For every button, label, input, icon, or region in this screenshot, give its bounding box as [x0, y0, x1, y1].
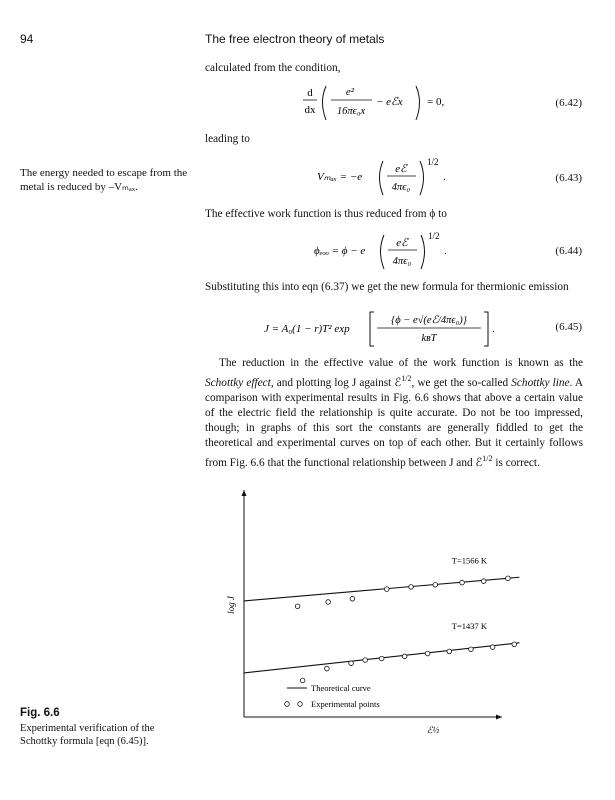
p5-part3: , we get the so-called [411, 376, 512, 389]
eq642-rhs: = 0, [427, 96, 445, 108]
eq642-number: (6.42) [555, 97, 582, 109]
eq643-lhs: Vₘₐₓ = −e [317, 171, 363, 183]
eq643-right-paren [420, 161, 424, 195]
y-axis-label: log J [226, 596, 236, 614]
eq644-power: 1/2 [428, 231, 440, 241]
eq644-lhs: ϕₑₒₒ = ϕ − e [314, 245, 366, 257]
data-point-series-0-7 [481, 579, 486, 584]
paragraph-leading-to: leading to [205, 133, 250, 145]
eq645-den: kʙT [421, 333, 437, 344]
eq645-left-bracket [370, 312, 374, 346]
eq645-right-bracket [484, 312, 488, 346]
data-point-series-0-1 [326, 600, 331, 605]
x-axis-arrow [496, 715, 502, 720]
eq645-lhs: J = A₀(1 − r)T² exp [264, 323, 350, 335]
data-point-series-1-1 [325, 666, 330, 671]
figure-label: Fig. 6.6 [20, 707, 60, 719]
data-point-series-0-2 [350, 596, 355, 601]
eq642-dx: dx [304, 104, 316, 116]
paragraph-condition: calculated from the condition, [205, 62, 341, 74]
data-point-series-1-3 [363, 658, 368, 663]
data-point-series-1-2 [349, 661, 354, 666]
data-point-series-1-6 [425, 651, 430, 656]
data-point-series-1-8 [469, 647, 474, 652]
eq645-num: {ϕ − e√(eℰ/4πϵ₀)} [391, 315, 467, 326]
x-axis-label: ℰ½ [427, 725, 440, 735]
eq644-number: (6.44) [555, 245, 582, 257]
data-point-series-1-10 [512, 642, 517, 647]
p5-part4: . A comparison with experimental results in Fig. 6.6 shows that above a certain value of the electric field the relationship is quite accurate. Do not be too impressed, though; in graphs of this sort the constants are generally fiddled to get the theoretical and experimental curves on top of each other. But it certainly follows from Fig. 6.6 that the functional relationship between J and ℰ [205, 376, 584, 469]
equation-6-42 [300, 80, 500, 126]
p5-part5: is correct. [492, 456, 540, 469]
data-point-series-0-5 [433, 582, 438, 587]
eq642-left-paren [323, 86, 327, 120]
eq643-num: eℰ [395, 163, 407, 175]
eq642-num: e² [345, 86, 355, 98]
figure-6-6 [220, 480, 520, 765]
data-point-series-0-0 [295, 604, 300, 609]
data-point-series-1-5 [402, 654, 407, 659]
series-label-1: T=1437 K [451, 620, 487, 631]
p5-sup1: 1/2 [401, 374, 412, 383]
p5-part1: The reduction in the effective value of the work function is known as the [219, 357, 583, 369]
paragraph-schottky-effect [205, 356, 583, 471]
p5-em-schottky-line: Schottky line [511, 376, 570, 389]
eq643-left-paren [380, 161, 384, 195]
series-label-0: T=1566 K [451, 555, 487, 566]
figure-caption: Experimental verification of the Schottky formula [eqn (6.45)]. [20, 723, 155, 747]
data-point-series-1-9 [490, 645, 495, 650]
p5-sup2: 1/2 [482, 453, 493, 463]
legend-point-symbol-2 [298, 702, 303, 707]
y-axis-arrow [242, 490, 247, 496]
data-point-series-0-4 [409, 585, 414, 590]
eq643-number: (6.43) [555, 172, 582, 184]
legend-experimental: Experimental points [311, 699, 380, 709]
p5-part2: , and plotting log J against ℰ [270, 376, 402, 389]
data-point-series-0-6 [460, 580, 465, 585]
page-number: 94 [20, 32, 34, 46]
eq645-number: (6.45) [555, 321, 582, 333]
eq642-right-paren [416, 86, 420, 120]
eq642-d: d [307, 87, 313, 99]
equation-6-45 [262, 308, 507, 350]
chart-series-labels [452, 555, 488, 631]
eq643-end: . [443, 171, 446, 183]
equation-6-43 [315, 155, 495, 201]
equation-6-44 [312, 229, 492, 275]
legend-point-symbol-1 [285, 702, 290, 707]
paragraph-substituting: Substituting this into eqn (6.37) we get the new formula for thermionic emission [205, 281, 569, 293]
eq642-tail: − eℰx [376, 96, 403, 108]
data-point-series-0-8 [506, 576, 511, 581]
data-point-series-0-3 [385, 587, 390, 592]
legend-theoretical: Theoretical curve [311, 683, 371, 693]
eq643-den: 4πϵ₀ [391, 182, 411, 193]
margin-note: The energy needed to escape from the metal is reduced by –Vₘₐₓ. [20, 167, 188, 193]
eq645-end: . [492, 323, 495, 335]
paragraph-effective-work-function: The effective work function is thus reduced from ϕ to [205, 208, 447, 220]
p5-em-schottky-effect: Schottky effect [205, 376, 271, 389]
eq644-den: 4πϵ₀ [392, 256, 412, 267]
eq644-num: eℰ [396, 237, 408, 249]
eq642-den: 16πϵ₀x [336, 106, 366, 117]
theoretical-line-series-0 [244, 577, 519, 601]
data-point-series-1-4 [379, 656, 384, 661]
data-point-series-1-7 [447, 649, 452, 654]
eq644-right-paren [421, 235, 425, 269]
eq643-power: 1/2 [427, 157, 439, 167]
eq644-left-paren [381, 235, 385, 269]
eq644-end: . [444, 245, 447, 257]
data-point-series-1-0 [300, 678, 305, 683]
chart-legend [285, 683, 380, 709]
running-title: The free electron theory of metals [205, 32, 385, 46]
